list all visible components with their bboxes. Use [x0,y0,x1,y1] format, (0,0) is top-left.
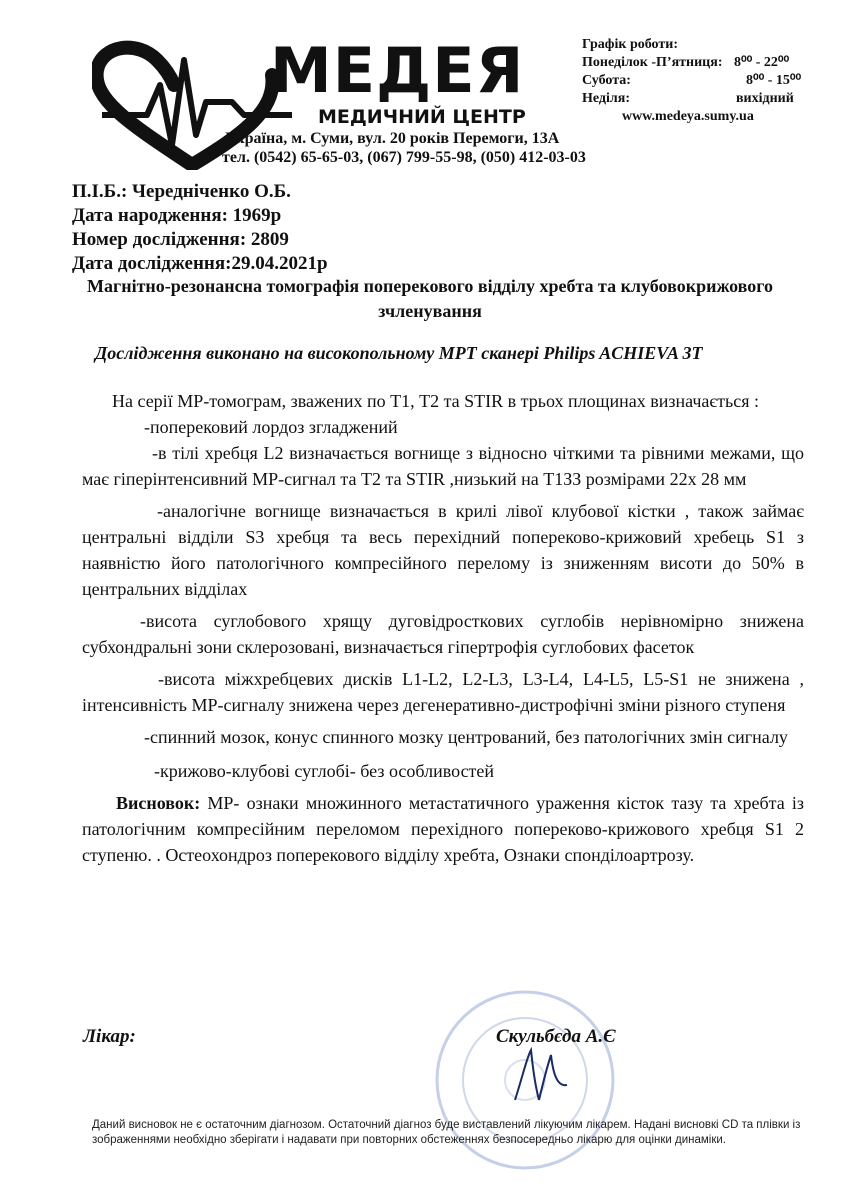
study-title: Магнітно-резонансна томографія поперекового відділу хребта та клубовокрижового зчленування [87,276,773,321]
conclusion-label: Висновок: [116,793,201,813]
study-date: Дата дослідження:29.04.2021р [72,253,328,274]
footer-note: Даний висновок не є остаточним діагнозом. Остаточний діагноз буде виставлений лікуючим лікарем. Надані висновкі CD та плівки із зображеннями необхідно зберігати і надавати при повторних обстеженнях безпосередньо лікарю для оцінки динаміки. [92,1119,801,1146]
conclusion-text: МР- ознаки множинного метастатичного ураження кісток тазу та хребта із патологічним компресійним переломом перехідного попереково-крижового хребця S1 2 ступеню. . Остеохондроз поперекового відділу хребта, Ознаки спонділоартрозу. [82,793,804,865]
clinic-website: www.medeya.sumy.ua [622,109,754,124]
doctor-signature-icon [505,1045,575,1105]
doctor-label: Лікар: [83,1026,136,1047]
finding-si-joints: -крижово-клубові суглобі- без особливостей [154,761,495,781]
conclusion [82,790,804,868]
finding-iliac-lesion: -аналогічне вогнище визначається в крилі лівої клубової кістки , також займає центральні відділи S3 хребця та весь перехідний попереково-крижовий хребець S1 з наявністю його патологічного компресійного перелому із зниженням висоти до 50% в центральних відділах [82,501,804,599]
patient-birth: Дата народження: 1969р [72,205,282,226]
clinic-subtitle: МЕДИЧНИЙ ЦЕНТР [318,106,526,128]
clinic-name: МЕДЕЯ [270,34,525,107]
finding-l2-lesion: -в тілі хребця L2 визначається вогнище з відносно чіткими та рівними межами, що має гіперінтенсивний МР-сигнал та Т2 та STIR ,низький на Т1ЗЗ розмірами 22х 28 мм [82,443,804,489]
finding-lordosis: -поперековий лордоз згладжений [144,417,398,437]
clinic-phones: тел. (0542) 65-65-03, (067) 799-55-98, (050) 412-03-03 [222,149,586,166]
findings-intro: На серії МР-томограм, зважених по Т1, Т2 та STIR в трьох площинах визначається : [112,391,759,411]
study-number: Номер дослідження: 2809 [72,229,289,250]
finding-discs: -висота міжхребцевих дисків L1-L2, L2-L3, L3-L4, L4-L5, L5-S1 не знижена , інтенсивність МР-сигналу знижена через дегенеративно-дистрофічні зміни різного ступеня [82,669,804,715]
doctor-name: Скульбєда А.Є [496,1026,616,1047]
patient-name: П.І.Б.: Чередніченко О.Б. [72,181,291,202]
scanner-note: Дослідження виконано на високопольному МРТ сканері Philips ACHIEVA 3T [95,343,703,363]
clinic-address: Україна, м. Суми, вул. 20 років Перемоги, 13А [225,130,560,147]
findings-body [82,388,804,868]
finding-facet-joints: -висота суглобового хрящу дуговідросткових суглобів нерівномірно знижена субхондральні зони склерозовані, визначається гіпертрофія суглобових фасеток [82,611,804,657]
finding-spinal-cord: -спинний мозок, конус спинного мозку центрований, без патологічних змін сигналу [144,727,788,747]
patient-info [72,180,328,276]
